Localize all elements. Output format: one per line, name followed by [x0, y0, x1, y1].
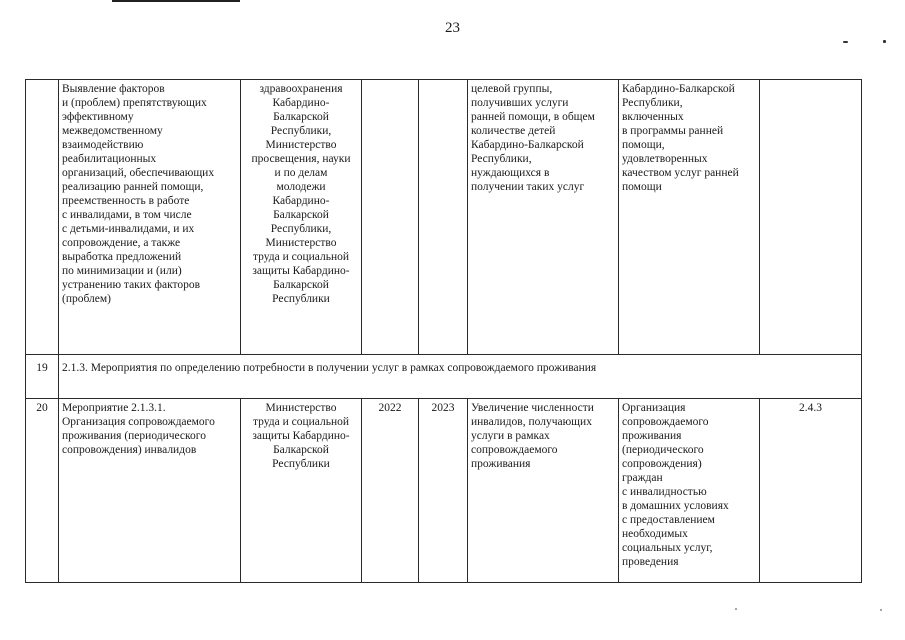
description-cell: Кабардино-Балкарской Республики, включенных в программы ранней помощи, удовлетворенных качеством услуг ранней помощи [619, 80, 760, 355]
indicator-link-cell [760, 80, 862, 355]
row-number [26, 80, 59, 355]
description-cell: Организация сопровождаемого проживания (периодического сопровождения) граждан с инвалидностью в домашних условиях с предоставлением необходимых социальных услуг, проведения [619, 399, 760, 583]
top-edge-line [112, 0, 240, 2]
document-table [25, 79, 862, 583]
end-year-cell: 2023 [419, 399, 468, 583]
start-year-cell: 2022 [362, 399, 419, 583]
activity-cell: Выявление факторов и (проблем) препятствующих эффективному межведомственному взаимодействию реабилитационных организаций, обеспечивающих реализацию ранней помощи, преемственность в работе с инвалидами, в том числе с детьми-инвалидами, и их сопровождение, а также выработка предложений по минимизации и (или) устранению таких факторов (проблем) [59, 80, 241, 355]
row-number: 19 [26, 355, 59, 399]
scan-speck [883, 40, 886, 43]
expected-result-cell: целевой группы, получивших услуги ранней помощи, в общем количестве детей Кабардино-Балкарской Республики, нуждающихся в получении таких услуг [468, 80, 619, 355]
expected-result-cell: Увеличение численности инвалидов, получающих услуги в рамках сопровождаемого проживания [468, 399, 619, 583]
scan-speck [880, 609, 882, 611]
section-heading: 2.1.3. Мероприятия по определению потребности в получении услуг в рамках сопровождаемого проживания [59, 355, 862, 399]
start-year-cell [362, 80, 419, 355]
table-row [26, 80, 862, 355]
end-year-cell [419, 80, 468, 355]
indicator-link-cell: 2.4.3 [760, 399, 862, 583]
activity-cell: Мероприятие 2.1.3.1. Организация сопровождаемого проживания (периодического сопровождения) инвалидов [59, 399, 241, 583]
section-row [26, 355, 862, 399]
responsible-cell: здравоохранения Кабардино- Балкарской Республики, Министерство просвещения, науки и по делам молодежи Кабардино- Балкарской Республики, Министерство труда и социальной защиты Кабардино- Балкарской Республики [241, 80, 362, 355]
scan-speck [843, 41, 848, 43]
page-number: 23 [445, 20, 460, 36]
table-row [26, 399, 862, 583]
scan-speck [735, 608, 737, 610]
responsible-cell: Министерство труда и социальной защиты Кабардино- Балкарской Республики [241, 399, 362, 583]
row-number: 20 [26, 399, 59, 583]
